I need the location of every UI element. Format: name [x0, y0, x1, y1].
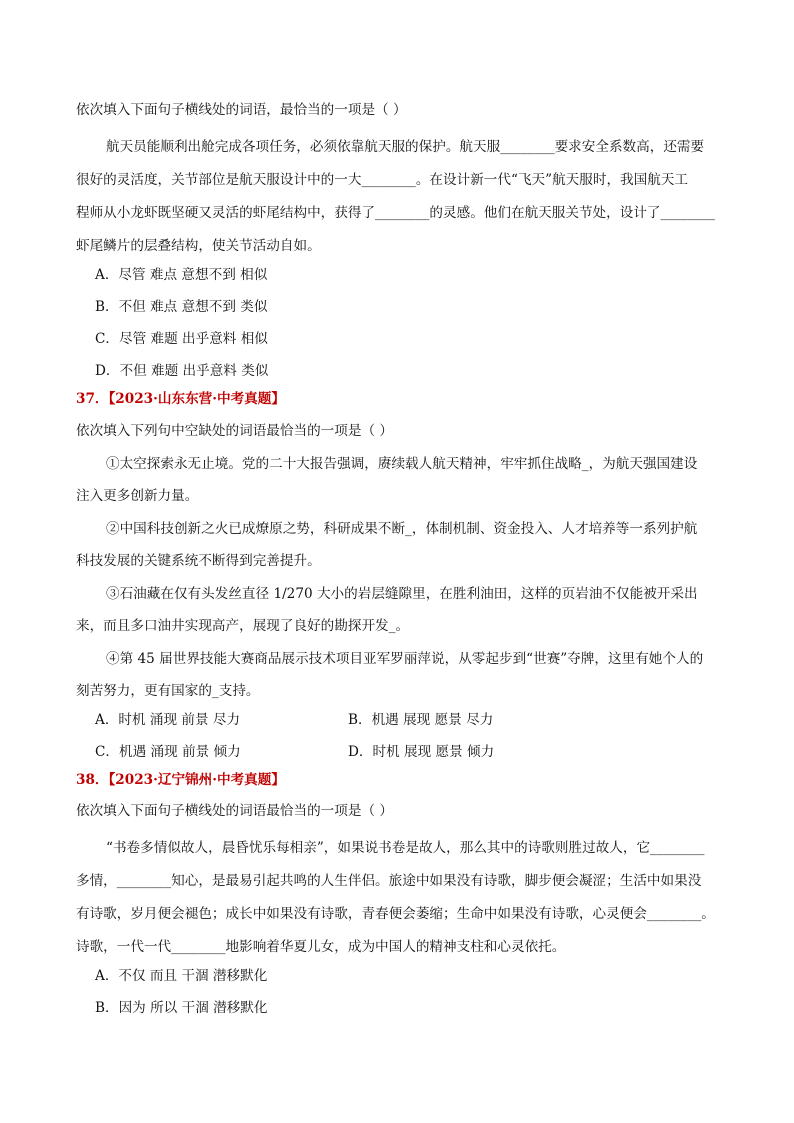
q37-passage-line-4: 科技发展的关键系统不断得到完善提升。 [76, 553, 321, 569]
q38-passage-line-1: “书卷多情似故人，晨昏忧乐每相亲”，如果说书卷是故人，那么其中的诗歌则胜过故人，它________ [106, 840, 705, 856]
q37-option-d: D．时机 展现 愿景 倾力 [348, 744, 495, 760]
q36-option-a: A．尽管 难点 意想不到 相似 [95, 267, 268, 283]
q37-header [76, 389, 285, 409]
q38-passage-line-3: 有诗歌，岁月便会褪色；成长中如果没有诗歌，青春便会萎缩；生命中如果没有诗歌，心灵便会________。 [76, 906, 715, 922]
q37-passage-line-7: ④第 45 届世界技能大赛商品展示技术项目亚军罗丽萍说，从零起步到“世赛”夺牌，这里有她个人的 [106, 651, 704, 667]
q38-stem: 依次填入下面句子横线处的词语最恰当的一项是（ ） [76, 803, 393, 819]
q36-passage-line-1: 航天员能顺利出舱完成各项任务，必须依靠航天服的保护。航天服________要求安全系数高，还需要 [106, 139, 705, 155]
q36-passage-line-4: 虾尾鳞片的层叠结构，使关节活动自如。 [76, 238, 321, 254]
q37-passage-line-2: 注入更多创新力量。 [76, 488, 199, 504]
q36-stem: 依次填入下面句子横线处的词语，最恰当的一项是（ ） [76, 102, 407, 118]
q38-passage-line-2: 多情，________知心，是最易引起共鸣的人生伴侣。旅途中如果没有诗歌，脚步便会凝涩；生活中如果没 [76, 873, 702, 889]
q38-number: 38． [76, 772, 109, 788]
q37-option-c: C．机遇 涌现 前景 倾力 [95, 744, 241, 760]
q36-option-b: B．不但 难点 意想不到 类似 [95, 299, 268, 315]
q36-option-d: D．不但 难题 出乎意料 类似 [95, 363, 269, 379]
q37-number: 37． [76, 391, 109, 407]
q36-option-c: C．尽管 难题 出乎意料 相似 [95, 331, 268, 347]
q38-source: 【2023·辽宁锦州·中考真题】 [108, 772, 285, 788]
q37-source: 【2023·山东东营·中考真题】 [108, 391, 285, 407]
q38-option-a: A．不仅 而且 干涸 潜移默化 [95, 968, 268, 984]
q37-passage-line-5: ③石油藏在仅有头发丝直径 1/270 大小的岩层缝隙里，在胜利油田，这样的页岩油不仅能被开采出 [106, 586, 698, 602]
q37-option-a: A．时机 涌现 前景 尽力 [95, 712, 241, 728]
q38-passage-line-4: 诗歌，一代一代________地影响着华夏儿女，成为中国人的精神支柱和心灵依托。 [76, 939, 566, 955]
q36-passage-line-3: 程师从小龙虾既坚硬又灵活的虾尾结构中，获得了________的灵感。他们在航天服关节处，设计了________ [76, 205, 715, 221]
q38-option-b: B．因为 所以 干涸 潜移默化 [95, 1000, 268, 1016]
q38-header [76, 770, 285, 790]
q37-passage-line-3: ②中国科技创新之火已成燎原之势，科研成果不断_，体制机制、资金投入、人才培养等一系列护航 [106, 521, 698, 537]
q37-passage-line-6: 来，而且多口油井实现高产，展现了良好的勘探开发_。 [76, 618, 410, 634]
q36-passage-line-2: 很好的灵活度，关节部位是航天服设计中的一大________。在设计新一代“飞天”航天服时，我国航天工 [76, 172, 689, 188]
q37-stem: 依次填入下列句中空缺处的词语最恰当的一项是（ ） [76, 423, 393, 439]
q37-passage-line-1: ①太空探索永无止境。党的二十大报告强调，赓续载人航天精神，牢牢抓住战略_，为航天强国建设 [106, 456, 698, 472]
q37-passage-line-8: 刻苦努力，更有国家的_支持。 [76, 683, 260, 699]
q37-option-b: B．机遇 展现 愿景 尽力 [348, 712, 494, 728]
